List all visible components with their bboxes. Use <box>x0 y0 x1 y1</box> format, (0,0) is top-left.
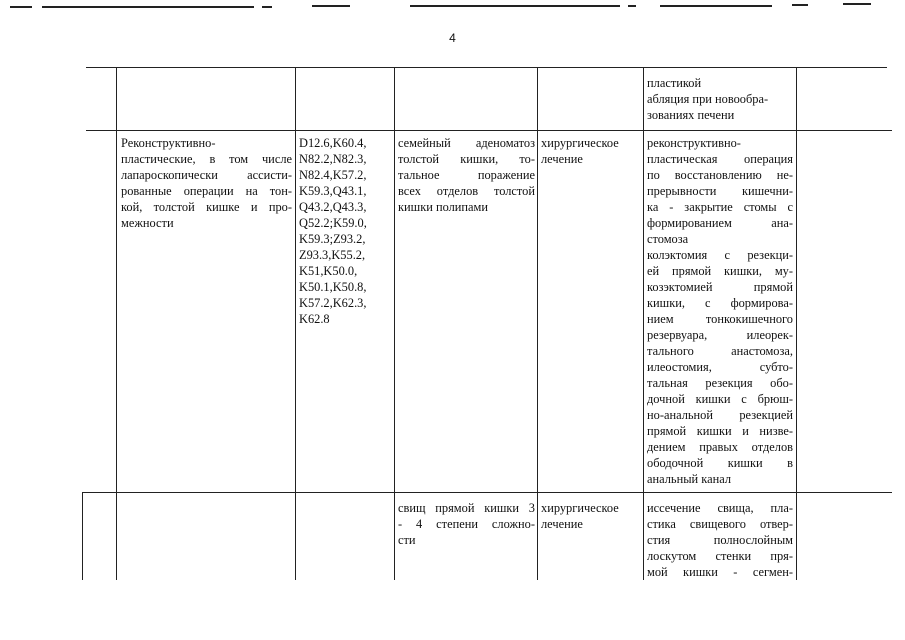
text-line: стомоза <box>647 232 689 246</box>
text-line: нием тонкокишечного <box>647 312 793 326</box>
text-line: ей прямой кишки, му- <box>647 264 793 278</box>
text-line: прямой кишки и низве- <box>647 424 793 438</box>
scan-artifact-line <box>262 6 272 8</box>
text-line: N82.2,N82.3, <box>299 152 367 166</box>
text-line: Q43.2,Q43.3, <box>299 200 367 214</box>
table-rule <box>394 67 395 580</box>
text-line: по восстановлению не- <box>647 168 793 182</box>
text-line: резервуара, илеорек- <box>647 328 793 342</box>
text-line: - 4 степени сложно- <box>398 517 535 531</box>
text-line: рованные операции на тон- <box>121 184 292 198</box>
text-line: стия полнослойным <box>647 533 793 547</box>
table-rule <box>643 67 644 580</box>
text-line: кишки полипами <box>398 200 489 214</box>
table-rule <box>82 492 892 493</box>
scan-artifact-line <box>628 5 636 7</box>
page-number: 4 <box>449 31 456 45</box>
text-line: K59.3;Z93.2, <box>299 232 366 246</box>
text-line: кишки, с формирова- <box>647 296 793 310</box>
text-line: пластикой <box>647 76 702 90</box>
text-line: лапароскопически ассисти- <box>121 168 292 182</box>
text-line: дочной кишки с брюш- <box>647 392 793 406</box>
table-rule <box>295 67 296 580</box>
text-line: сти <box>398 533 416 547</box>
text-line: N82.4,K57.2, <box>299 168 367 182</box>
table-rule <box>116 67 117 580</box>
text-line: иссечение свища, пла- <box>647 501 793 515</box>
diagnosis-cell <box>398 135 535 215</box>
scan-artifact-line <box>410 5 620 7</box>
text-line: абляция при новообра- <box>647 92 769 106</box>
text-line: D12.6,K60.4, <box>299 136 367 150</box>
text-line: Z93.3,K55.2, <box>299 248 366 262</box>
text-line: K59.3,Q43.1, <box>299 184 367 198</box>
text-line: лечение <box>541 517 583 531</box>
group-cell <box>121 135 292 231</box>
text-line: свищ прямой кишки 3 <box>398 501 535 515</box>
text-line: K62.8 <box>299 312 330 326</box>
text-line: ка - закрытие стомы с <box>647 200 793 214</box>
table-rule <box>82 492 83 580</box>
scan-artifact-line <box>42 6 254 8</box>
text-line: илеостомия, субто- <box>647 360 793 374</box>
text-line: но-анальной резекцией <box>647 408 793 422</box>
text-line: колэктомия с резекци- <box>647 248 793 262</box>
table-rule <box>537 67 538 580</box>
scan-artifact-line <box>660 5 772 7</box>
text-line: дением правых отделов <box>647 440 793 454</box>
treatment-cell <box>647 135 793 487</box>
text-line: Реконструктивно- <box>121 136 216 150</box>
text-line: пластическая операция <box>647 152 793 166</box>
text-line: K50.1,K50.8, <box>299 280 367 294</box>
text-line: ободочной кишки в <box>647 456 793 470</box>
treatment-cell <box>647 500 793 580</box>
text-line: межности <box>121 216 174 230</box>
scan-artifact-line <box>312 5 350 7</box>
text-line: лечение <box>541 152 583 166</box>
text-line: кой, толстой кишке и про- <box>121 200 292 214</box>
text-line: анальный канал <box>647 472 732 486</box>
text-line: реконструктивно- <box>647 136 741 150</box>
text-line: прерывности кишечни- <box>647 184 793 198</box>
table-rule <box>86 130 892 131</box>
text-line: зованиях печени <box>647 108 735 122</box>
text-line: мой кишки - сегмен- <box>647 565 793 579</box>
treatment-kind-cell <box>541 500 641 532</box>
text-line: всех отделов толстой <box>398 184 535 198</box>
text-line: формированием ана- <box>647 216 793 230</box>
table-rule <box>86 67 887 68</box>
treatment-cell <box>647 75 793 123</box>
scan-artifact-line <box>792 4 808 6</box>
text-line: толстой кишки, то- <box>398 152 535 166</box>
text-line: K57.2,K62.3, <box>299 296 367 310</box>
text-line: лоскутом стенки пря- <box>647 549 793 563</box>
scan-artifact-line <box>843 3 871 5</box>
diagnosis-cell <box>398 500 535 548</box>
text-line: тальная резекция обо- <box>647 376 793 390</box>
text-line: Q52.2;K59.0, <box>299 216 367 230</box>
text-line: пластические, в том числе <box>121 152 292 166</box>
icd-codes-cell <box>299 135 393 327</box>
text-line: семейный аденоматоз <box>398 136 535 150</box>
text-line: стика свищевого отвер- <box>647 517 793 531</box>
text-line: хирургическое <box>541 136 619 150</box>
text-line: хирургическое <box>541 501 619 515</box>
text-line: козэктомией прямой <box>647 280 793 294</box>
scan-artifact-line <box>10 6 32 8</box>
text-line: K51,K50.0, <box>299 264 358 278</box>
text-line: тальное поражение <box>398 168 535 182</box>
table-rule <box>796 67 797 580</box>
treatment-kind-cell <box>541 135 641 167</box>
text-line: тального анастомоза, <box>647 344 793 358</box>
